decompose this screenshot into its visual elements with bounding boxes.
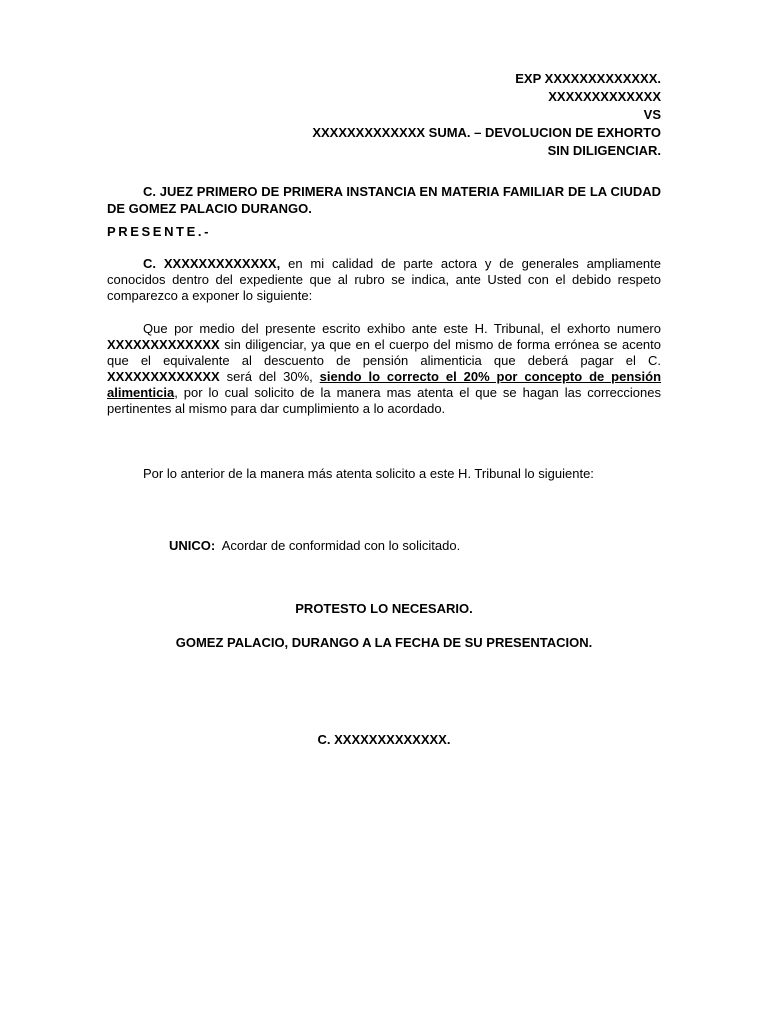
versus-label: VS — [643, 107, 661, 122]
unico-text: Acordar de conformidad con lo solicitado. — [215, 538, 461, 553]
paragraph-body — [107, 321, 661, 417]
body-text-1: Que por medio del presente escrito exhibo ante este H. Tribunal, el exhorto numero — [143, 321, 661, 336]
addressee-text: C. JUEZ PRIMERO DE PRIMERA INSTANCIA EN MATERIA FAMILIAR DE LA CIUDAD DE GOMEZ PALACIO DURANGO. — [107, 184, 661, 216]
exhorto-number: XXXXXXXXXXXXX — [107, 337, 220, 352]
signature-name: C. XXXXXXXXXXXXX. — [317, 732, 451, 747]
place-date-line: GOMEZ PALACIO, DURANGO A LA FECHA DE SU PRESENTACION. — [175, 635, 593, 650]
correction-highlight: siendo lo correcto el 20% por concepto de pensión alimenticia — [107, 369, 662, 400]
body-text-3: será del 30%, — [219, 369, 320, 384]
paragraph-intro — [107, 256, 661, 304]
protesto-line: PROTESTO LO NECESARIO. — [295, 601, 473, 616]
debtor-name: XXXXXXXXXXXXX — [107, 369, 220, 384]
party-name: C. XXXXXXXXXXXXX, — [143, 256, 281, 271]
case-number: EXP XXXXXXXXXXXXX. — [515, 71, 661, 86]
subject-line-cont: SIN DILIGENCIAR. — [547, 143, 661, 158]
body-text-2: sin diligenciar, ya que en el cuerpo del mismo de forma errónea se acento que el equivalente al descuento de pensión alimenticia que deberá pagar el C. — [107, 337, 661, 368]
unico-item — [169, 538, 460, 554]
paragraph-request: Por lo anterior de la manera más atenta solicito a este H. Tribunal lo siguiente: — [143, 466, 594, 481]
presente-label: PRESENTE.- — [107, 224, 212, 239]
body-text-4: , por lo cual solicito de la manera mas atenta el que se hagan las correcciones pertinentes al mismo para dar cumplimiento a lo acordado. — [107, 385, 661, 416]
subject-line: XXXXXXXXXXXXX SUMA. – DEVOLUCION DE EXHORTO — [312, 125, 661, 140]
unico-label: UNICO: — [169, 538, 216, 553]
addressee — [107, 183, 661, 217]
case-header — [312, 70, 661, 160]
plaintiff-name: XXXXXXXXXXXXX — [548, 89, 661, 104]
intro-text: en mi calidad de parte actora y de generales ampliamente conocidos dentro del expediente que al rubro se indica, ante Usted con el debido respeto comparezco a exponer lo siguiente: — [107, 256, 662, 303]
